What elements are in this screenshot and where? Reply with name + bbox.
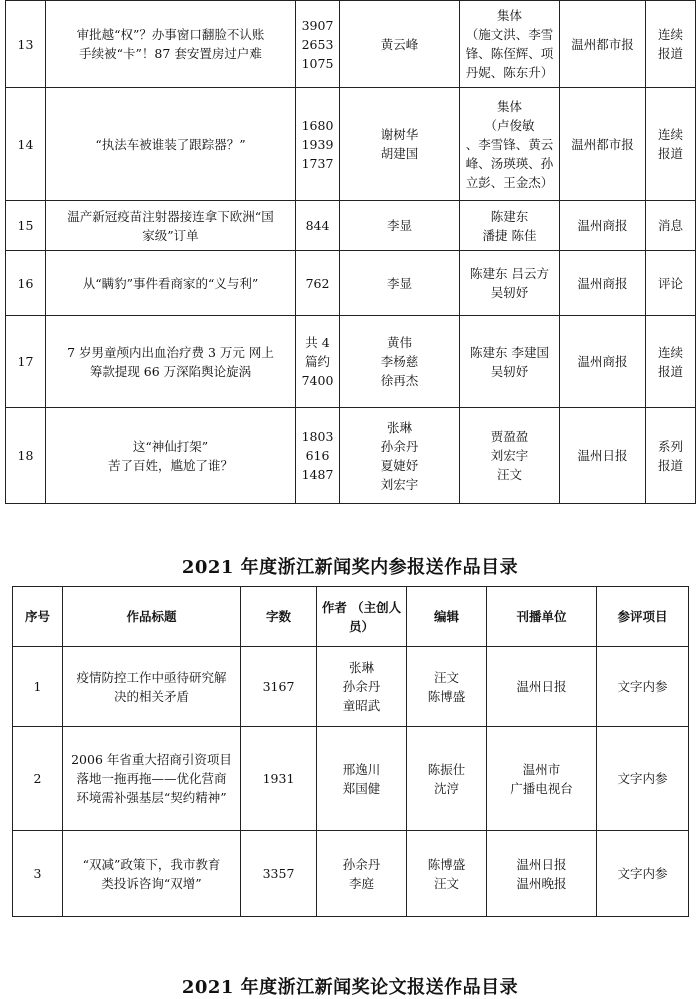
cell-editor: 贾盈盈 刘宏宇 汪文 bbox=[460, 408, 560, 504]
cell-count: 1803 616 1487 bbox=[296, 408, 340, 504]
cell-unit: 温州市 广播电视台 bbox=[487, 727, 597, 831]
cell-no: 3 bbox=[13, 831, 63, 917]
cell-editor: 陈博盛 汪文 bbox=[407, 831, 487, 917]
cell-no: 13 bbox=[6, 1, 46, 88]
cell-unit: 温州日报 bbox=[560, 408, 646, 504]
cell-count: 3357 bbox=[241, 831, 317, 917]
table-row bbox=[6, 408, 696, 504]
cell-no: 2 bbox=[13, 727, 63, 831]
cell-editor: 陈建东 李建国 吴轫妤 bbox=[460, 316, 560, 408]
table-row bbox=[13, 647, 689, 727]
cell-category: 连续 报道 bbox=[646, 88, 696, 201]
cell-author: 李显 bbox=[340, 251, 460, 316]
cell-editor: 集体 （施文洪、李雪 锋、陈侄辉、项 丹妮、陈东升） bbox=[460, 1, 560, 88]
cell-unit: 温州商报 bbox=[560, 316, 646, 408]
cell-editor: 陈建东 潘捷 陈佳 bbox=[460, 201, 560, 251]
cell-count: 3907 2653 1075 bbox=[296, 1, 340, 88]
cell-editor: 陈振仕 沈涥 bbox=[407, 727, 487, 831]
cell-author: 谢树华 胡建国 bbox=[340, 88, 460, 201]
cell-author: 孙余丹 李庭 bbox=[317, 831, 407, 917]
cell-no: 14 bbox=[6, 88, 46, 201]
cell-author: 张琳 孙余丹 童昭武 bbox=[317, 647, 407, 727]
cell-author: 李显 bbox=[340, 201, 460, 251]
table-header-row bbox=[13, 587, 689, 647]
cell-author: 黄云峰 bbox=[340, 1, 460, 88]
cell-unit: 温州日报 bbox=[487, 647, 597, 727]
cell-unit: 温州日报 温州晚报 bbox=[487, 831, 597, 917]
cell-title: 这“神仙打架” 苦了百姓，尴尬了谁？ bbox=[46, 408, 296, 504]
cell-count: 3167 bbox=[241, 647, 317, 727]
cell-unit: 温州商报 bbox=[560, 201, 646, 251]
cell-unit: 温州都市报 bbox=[560, 88, 646, 201]
table-row bbox=[6, 316, 696, 408]
cell-category: 文字内参 bbox=[597, 831, 689, 917]
cell-count: 844 bbox=[296, 201, 340, 251]
cell-title: 审批越“权”？办事窗口翻脸不认账 手续被“卡”！87 套安置房过户难 bbox=[46, 1, 296, 88]
cell-no: 17 bbox=[6, 316, 46, 408]
cell-category: 文字内参 bbox=[597, 647, 689, 727]
cell-title: 疫情防控工作中亟待研究解 决的相关矛盾 bbox=[63, 647, 241, 727]
cell-count: 1931 bbox=[241, 727, 317, 831]
section-title-papers: 2021 年度浙江新闻奖论文报送作品目录 bbox=[181, 977, 519, 998]
cell-unit: 温州都市报 bbox=[560, 1, 646, 88]
internal-reference-table bbox=[12, 586, 689, 917]
cell-editor: 陈建东 吕云方 吴轫妤 bbox=[460, 251, 560, 316]
table-row bbox=[13, 831, 689, 917]
cell-no: 18 bbox=[6, 408, 46, 504]
table-row bbox=[13, 727, 689, 831]
cell-title: 2006 年省重大招商引资项目 落地一拖再拖——优化营商 环境需补强基层“契约精神” bbox=[63, 727, 241, 831]
cell-count: 1680 1939 1737 bbox=[296, 88, 340, 201]
header-title: 作品标题 bbox=[63, 587, 241, 647]
table-row bbox=[6, 1, 696, 88]
cell-category: 消息 bbox=[646, 201, 696, 251]
header-unit: 刊播单位 bbox=[487, 587, 597, 647]
table-row bbox=[6, 201, 696, 251]
header-author: 作者 （主创人员） bbox=[317, 587, 407, 647]
cell-title: 7 岁男童颅内出血治疗费 3 万元 网上 筹款提现 66 万深陷舆论旋涡 bbox=[46, 316, 296, 408]
cell-title: 温产新冠疫苗注射器接连拿下欧洲“国 家级”订单 bbox=[46, 201, 296, 251]
section-title-internal-reference: 2021 年度浙江新闻奖内参报送作品目录 bbox=[181, 557, 519, 578]
table-row bbox=[6, 88, 696, 201]
cell-category: 连续 报道 bbox=[646, 316, 696, 408]
header-editor: 编辑 bbox=[407, 587, 487, 647]
works-table-1 bbox=[5, 0, 696, 504]
cell-count: 762 bbox=[296, 251, 340, 316]
cell-category: 系列 报道 bbox=[646, 408, 696, 504]
cell-unit: 温州商报 bbox=[560, 251, 646, 316]
cell-category: 连续 报道 bbox=[646, 1, 696, 88]
cell-title: “双减”政策下，我市教育 类投诉咨询“双增” bbox=[63, 831, 241, 917]
header-no: 序号 bbox=[13, 587, 63, 647]
cell-author: 邢逸川 郑国健 bbox=[317, 727, 407, 831]
cell-category: 评论 bbox=[646, 251, 696, 316]
cell-no: 15 bbox=[6, 201, 46, 251]
cell-no: 16 bbox=[6, 251, 46, 316]
cell-author: 黄伟 李杨慈 徐再杰 bbox=[340, 316, 460, 408]
cell-author: 张琳 孙余丹 夏婕妤 刘宏宇 bbox=[340, 408, 460, 504]
header-category: 参评项目 bbox=[597, 587, 689, 647]
cell-editor: 汪文 陈博盛 bbox=[407, 647, 487, 727]
cell-no: 1 bbox=[13, 647, 63, 727]
cell-editor: 集体 （卢俊敏 、李雪锋、黄云 峰、汤瑛瑛、孙 立彭、王金杰） bbox=[460, 88, 560, 201]
cell-category: 文字内参 bbox=[597, 727, 689, 831]
cell-title: “执法车被谁装了跟踪器？” bbox=[46, 88, 296, 201]
cell-count: 共 4 篇约 7400 bbox=[296, 316, 340, 408]
header-count: 字数 bbox=[241, 587, 317, 647]
cell-title: 从“瞒豹”事件看商家的“义与利” bbox=[46, 251, 296, 316]
table-row bbox=[6, 251, 696, 316]
